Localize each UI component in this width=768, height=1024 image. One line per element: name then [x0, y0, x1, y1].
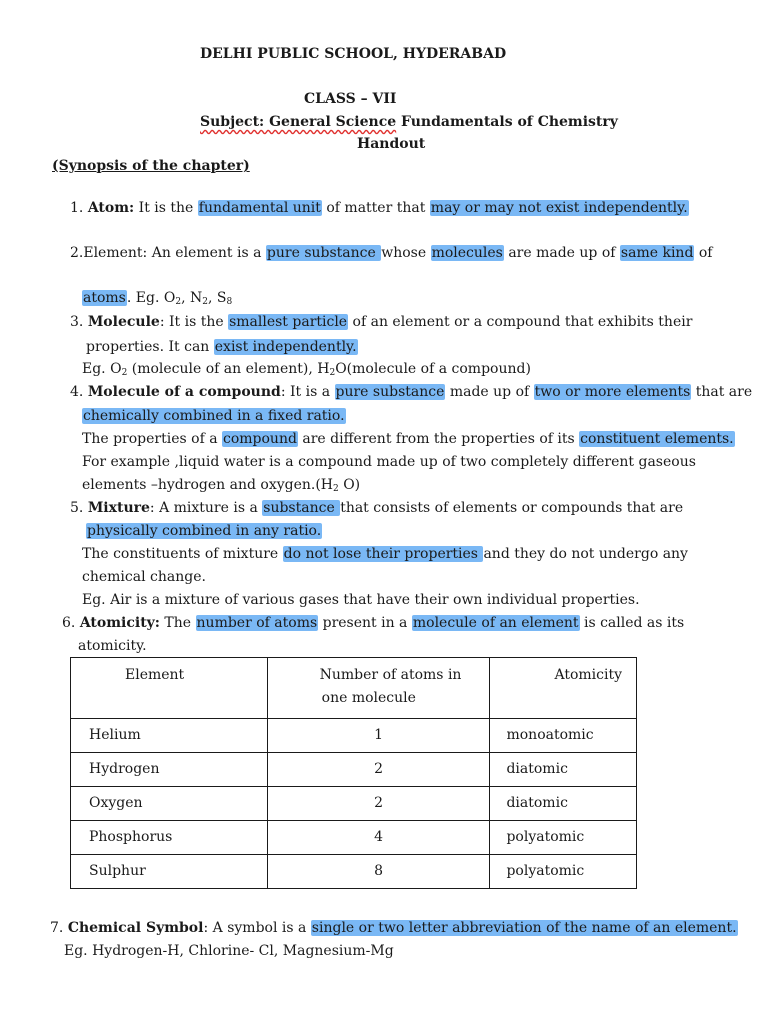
text: O(molecule of a compound): [335, 361, 531, 377]
highlight: number of atoms: [196, 615, 318, 631]
highlight: compound: [223, 431, 297, 447]
synopsis-heading: (Synopsis of the chapter): [52, 158, 250, 174]
text: (molecule of an element), H: [127, 361, 330, 377]
item-molecule: [70, 313, 692, 331]
text: present in a: [318, 615, 412, 631]
highlight: molecule of an element: [412, 615, 579, 631]
subscript: 2: [329, 368, 336, 378]
text: whose: [381, 245, 431, 261]
cell-atomicity: polyatomic: [490, 855, 637, 889]
highlight: exist independently.: [214, 339, 357, 355]
table-row: [71, 753, 637, 787]
subject-title: Fundamentals of Chemistry: [396, 114, 618, 130]
highlight: physically combined in any ratio.: [87, 523, 322, 539]
cell-element: Sulphur: [71, 855, 268, 889]
cell-atoms: 4: [267, 821, 490, 855]
text: The: [159, 615, 196, 631]
text: It is the: [134, 200, 198, 216]
item-molecule-example: [82, 360, 531, 378]
text: , S: [207, 290, 227, 306]
table-row: [71, 821, 637, 855]
highlight: pure substance: [266, 245, 381, 261]
handout-heading: Handout: [357, 136, 426, 152]
term: Mixture: [87, 500, 150, 516]
text: of matter that: [321, 200, 430, 216]
text: and they do not undergo any: [483, 546, 688, 562]
text: of an element or a compound that exhibits their: [348, 314, 693, 330]
item-mixture: [70, 499, 683, 517]
item-atomicity-cont: atomicity.: [78, 638, 147, 654]
text: that are: [691, 384, 753, 400]
text: The properties of a: [82, 431, 222, 447]
highlight: may or may not exist independently.: [430, 200, 688, 216]
subscript: 8: [226, 297, 233, 307]
text: O): [338, 477, 361, 493]
cell-element: Phosphorus: [71, 821, 268, 855]
text: are different from the properties of its: [297, 431, 580, 447]
item-molecule-cont: [86, 338, 358, 356]
table-row: [71, 855, 637, 889]
item-compound-cont: [82, 407, 346, 425]
school-name: DELHI PUBLIC SCHOOL, HYDERABAD: [200, 46, 507, 62]
text: 2.Element: An element is a: [70, 245, 266, 261]
cell-atoms: 2: [267, 787, 490, 821]
item-number: 5.: [70, 500, 88, 516]
cell-atomicity: diatomic: [490, 787, 637, 821]
highlight: fundamental unit: [198, 200, 321, 216]
text: that consists of elements or compounds that are: [340, 500, 684, 516]
item-mixture-cont: [86, 522, 322, 540]
cell-atomicity: diatomic: [490, 753, 637, 787]
item-chemical-symbol-example: Eg. Hydrogen-H, Chlorine- Cl, Magnesium-Mg: [64, 943, 394, 959]
table-row: [71, 787, 637, 821]
text: properties. It can: [86, 339, 214, 355]
text: : It is a: [280, 384, 335, 400]
header-atomicity: Atomicity: [490, 658, 637, 719]
text: made up of: [445, 384, 534, 400]
header-number-of-atoms: [267, 658, 490, 719]
item-compound-para: [82, 430, 735, 448]
item-number: 4.: [70, 384, 88, 400]
item-number: 1.: [70, 200, 88, 216]
highlight: atoms: [83, 290, 126, 306]
subject-heading: [200, 113, 618, 131]
item-element-cont: [82, 289, 232, 307]
class-heading: CLASS – VII: [304, 91, 397, 107]
text: Eg. O: [82, 361, 122, 377]
table-header-row: [71, 658, 637, 719]
header-line: one molecule: [321, 690, 416, 706]
highlight: do not lose their properties: [283, 546, 483, 562]
text: of: [694, 245, 713, 261]
text: : A mixture is a: [149, 500, 263, 516]
table-row: [71, 719, 637, 753]
item-mixture-para: [82, 545, 688, 563]
term: Molecule: [87, 314, 160, 330]
cell-element: Hydrogen: [71, 753, 268, 787]
item-chemical-symbol: [50, 919, 738, 937]
text: : It is the: [159, 314, 229, 330]
highlight: pure substance: [335, 384, 445, 400]
text: , N: [181, 290, 203, 306]
highlight: substance: [263, 500, 340, 516]
term: Chemical Symbol: [67, 920, 204, 936]
item-number: 6.: [62, 615, 80, 631]
subscript: 2: [333, 484, 339, 494]
highlight: constituent elements.: [580, 431, 734, 447]
cell-atoms: 2: [267, 753, 490, 787]
term: Atom:: [87, 200, 135, 216]
term: Atomicity:: [79, 615, 160, 631]
highlight: molecules: [431, 245, 503, 261]
atomicity-table: [70, 657, 637, 889]
highlight: smallest particle: [229, 314, 348, 330]
highlight: same kind: [620, 245, 694, 261]
item-number: 3.: [70, 314, 88, 330]
cell-element: Oxygen: [71, 787, 268, 821]
text: . Eg. O: [126, 290, 176, 306]
cell-element: Helium: [71, 719, 268, 753]
text: : A symbol is a: [203, 920, 311, 936]
text: elements –hydrogen and oxygen.(H: [82, 477, 334, 493]
subscript: 2: [121, 368, 128, 378]
item-compound-example: For example ,liquid water is a compound made up of two completely different gaseous: [82, 454, 696, 470]
item-element: [70, 244, 712, 262]
subject-label: Subject: General Science: [200, 114, 397, 130]
cell-atomicity: polyatomic: [490, 821, 637, 855]
item-atomicity: [62, 614, 684, 632]
item-compound-example-cont: [82, 476, 360, 494]
text: The constituents of mixture: [82, 546, 283, 562]
highlight: two or more elements: [534, 384, 691, 400]
item-mixture-example: Eg. Air is a mixture of various gases that have their own individual properties.: [82, 592, 640, 608]
item-compound: [70, 383, 752, 401]
header-element: Element: [71, 658, 268, 719]
subscript: 2: [202, 297, 208, 307]
highlight: single or two letter abbreviation of the name of an element.: [311, 920, 737, 936]
cell-atoms: 1: [267, 719, 490, 753]
cell-atoms: 8: [267, 855, 490, 889]
text: is called as its: [579, 615, 685, 631]
item-atom: [70, 199, 689, 217]
item-number: 7.: [50, 920, 68, 936]
text: are made up of: [503, 245, 620, 261]
item-mixture-para-cont: chemical change.: [82, 569, 206, 585]
highlight: chemically combined in a fixed ratio.: [83, 408, 345, 424]
term: Molecule of a compound: [87, 384, 281, 400]
cell-atomicity: monoatomic: [490, 719, 637, 753]
subscript: 2: [175, 297, 182, 307]
header-line: Number of atoms in: [319, 667, 462, 683]
